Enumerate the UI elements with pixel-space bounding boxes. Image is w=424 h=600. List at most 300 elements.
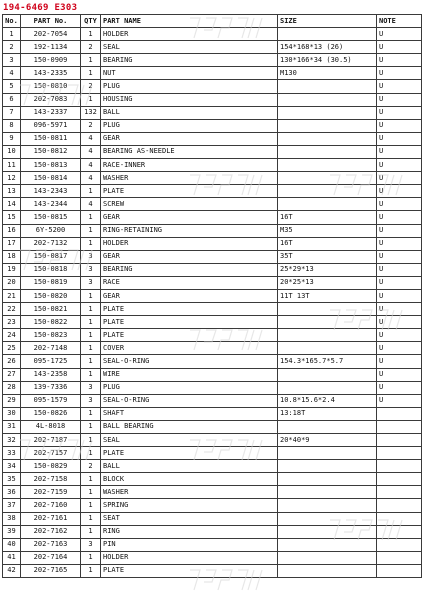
cell-no: 27: [3, 368, 21, 381]
cell-note: [377, 447, 422, 460]
cell-no: 16: [3, 224, 21, 237]
cell-no: 34: [3, 460, 21, 473]
cell-note: U: [377, 106, 422, 119]
cell-note: U: [377, 198, 422, 211]
cell-part-no: 143-2343: [21, 185, 81, 198]
cell-size: [278, 460, 377, 473]
cell-part-name: PLUG: [101, 80, 278, 93]
cell-no: 26: [3, 355, 21, 368]
cell-part-name: GEAR: [101, 211, 278, 224]
cell-qty: 4: [81, 198, 101, 211]
cell-part-no: 150-0823: [21, 329, 81, 342]
cell-part-name: PLATE: [101, 447, 278, 460]
cell-no: 20: [3, 276, 21, 289]
cell-no: 28: [3, 381, 21, 394]
cell-note: U: [377, 132, 422, 145]
cell-qty: 1: [81, 407, 101, 420]
cell-size: [278, 564, 377, 577]
cell-qty: 3: [81, 381, 101, 394]
cell-no: 23: [3, 316, 21, 329]
cell-qty: 1: [81, 499, 101, 512]
cell-note: U: [377, 276, 422, 289]
cell-qty: 4: [81, 159, 101, 172]
cell-note: [377, 551, 422, 564]
cell-part-name: PLATE: [101, 564, 278, 577]
cell-qty: 1: [81, 211, 101, 224]
cell-size: 25*29*13: [278, 263, 377, 276]
cell-note: [377, 407, 422, 420]
cell-qty: 1: [81, 342, 101, 355]
cell-size: [278, 106, 377, 119]
cell-note: U: [377, 263, 422, 276]
cell-part-name: SEAL-O-RING: [101, 394, 278, 407]
cell-part-name: RACE-INNER: [101, 159, 278, 172]
cell-part-name: SEAT: [101, 512, 278, 525]
cell-note: [377, 525, 422, 538]
cell-note: U: [377, 237, 422, 250]
cell-note: [377, 512, 422, 525]
cell-qty: 1: [81, 551, 101, 564]
cell-no: 22: [3, 303, 21, 316]
cell-size: 35T: [278, 250, 377, 263]
cell-part-name: HOLDER: [101, 237, 278, 250]
cell-part-name: WASHER: [101, 172, 278, 185]
table-row: [3, 368, 422, 381]
table-row: [3, 394, 422, 407]
cell-no: 12: [3, 172, 21, 185]
cell-part-name: PIN: [101, 538, 278, 551]
cell-note: [377, 486, 422, 499]
cell-part-name: BEARING AS-NEEDLE: [101, 145, 278, 158]
cell-note: U: [377, 172, 422, 185]
cell-note: U: [377, 28, 422, 41]
table-row: [3, 381, 422, 394]
cell-no: 2: [3, 41, 21, 54]
cell-qty: 3: [81, 250, 101, 263]
cell-part-no: 150-0817: [21, 250, 81, 263]
table-row: [3, 420, 422, 433]
cell-no: 14: [3, 198, 21, 211]
cell-part-name: PLATE: [101, 329, 278, 342]
cell-part-no: 150-0815: [21, 211, 81, 224]
cell-size: [278, 447, 377, 460]
table-row: [3, 93, 422, 106]
cell-qty: 2: [81, 41, 101, 54]
table-row: [3, 525, 422, 538]
cell-part-name: NUT: [101, 67, 278, 80]
cell-note: U: [377, 145, 422, 158]
cell-size: [278, 342, 377, 355]
table-row: [3, 512, 422, 525]
header-size: SIZE: [278, 15, 377, 28]
cell-no: 19: [3, 263, 21, 276]
cell-part-no: 150-0909: [21, 54, 81, 67]
cell-part-no: 150-0822: [21, 316, 81, 329]
cell-size: 20*25*13: [278, 276, 377, 289]
cell-size: [278, 172, 377, 185]
cell-part-name: PLUG: [101, 119, 278, 132]
cell-note: U: [377, 342, 422, 355]
cell-part-no: 095-1725: [21, 355, 81, 368]
cell-qty: 1: [81, 93, 101, 106]
cell-no: 42: [3, 564, 21, 577]
cell-no: 18: [3, 250, 21, 263]
table-row: [3, 460, 422, 473]
header-part-name: PART NAME: [101, 15, 278, 28]
cell-no: 9: [3, 132, 21, 145]
cell-qty: 132: [81, 106, 101, 119]
cell-part-no: 202-7160: [21, 499, 81, 512]
cell-no: 5: [3, 80, 21, 93]
cell-part-no: 143-2335: [21, 67, 81, 80]
cell-qty: 1: [81, 512, 101, 525]
cell-size: [278, 132, 377, 145]
cell-no: 1: [3, 28, 21, 41]
table-row: [3, 28, 422, 41]
cell-qty: 4: [81, 172, 101, 185]
cell-part-no: 202-7159: [21, 486, 81, 499]
cell-size: [278, 145, 377, 158]
cell-note: U: [377, 224, 422, 237]
cell-size: 16T: [278, 211, 377, 224]
table-row: [3, 303, 422, 316]
cell-qty: 1: [81, 486, 101, 499]
cell-part-no: 202-7164: [21, 551, 81, 564]
cell-part-name: SCREW: [101, 198, 278, 211]
cell-no: 38: [3, 512, 21, 525]
cell-note: [377, 564, 422, 577]
cell-no: 39: [3, 525, 21, 538]
table-row: [3, 276, 422, 289]
table-row: [3, 564, 422, 577]
cell-no: 33: [3, 447, 21, 460]
cell-note: U: [377, 368, 422, 381]
cell-qty: 1: [81, 473, 101, 486]
cell-note: U: [377, 289, 422, 302]
cell-no: 29: [3, 394, 21, 407]
cell-no: 8: [3, 119, 21, 132]
cell-note: U: [377, 67, 422, 80]
cell-part-no: 202-7162: [21, 525, 81, 538]
cell-qty: 1: [81, 564, 101, 577]
cell-no: 17: [3, 237, 21, 250]
header-row: [3, 15, 422, 28]
cell-part-name: SPRING: [101, 499, 278, 512]
cell-size: [278, 499, 377, 512]
table-row: [3, 316, 422, 329]
table-row: [3, 119, 422, 132]
cell-part-no: 202-7083: [21, 93, 81, 106]
cell-size: [278, 525, 377, 538]
cell-size: [278, 28, 377, 41]
cell-qty: 2: [81, 119, 101, 132]
cell-note: U: [377, 303, 422, 316]
cell-part-name: COVER: [101, 342, 278, 355]
cell-size: 154.3*165.7*5.7: [278, 355, 377, 368]
cell-qty: 1: [81, 316, 101, 329]
header-part-no: PART No.: [21, 15, 81, 28]
cell-part-no: 202-7157: [21, 447, 81, 460]
document-title: 194-6469 E303: [3, 3, 78, 13]
cell-qty: 1: [81, 303, 101, 316]
cell-no: 6: [3, 93, 21, 106]
cell-part-no: 143-2344: [21, 198, 81, 211]
cell-no: 32: [3, 434, 21, 447]
cell-note: U: [377, 316, 422, 329]
cell-part-no: 150-0818: [21, 263, 81, 276]
cell-part-name: WASHER: [101, 486, 278, 499]
cell-size: [278, 159, 377, 172]
cell-part-no: 143-2337: [21, 106, 81, 119]
cell-part-name: PLUG: [101, 381, 278, 394]
cell-part-no: 202-7187: [21, 434, 81, 447]
cell-note: [377, 434, 422, 447]
cell-part-no: 150-0812: [21, 145, 81, 158]
cell-no: 4: [3, 67, 21, 80]
cell-no: 30: [3, 407, 21, 420]
cell-no: 25: [3, 342, 21, 355]
table-row: [3, 106, 422, 119]
cell-part-name: PLATE: [101, 316, 278, 329]
table-row: [3, 329, 422, 342]
cell-part-name: SEAL: [101, 434, 278, 447]
cell-qty: 1: [81, 28, 101, 41]
table-row: [3, 80, 422, 93]
cell-part-name: HOLDER: [101, 28, 278, 41]
cell-part-name: SEAL: [101, 41, 278, 54]
cell-no: 11: [3, 159, 21, 172]
cell-size: 13:18T: [278, 407, 377, 420]
cell-qty: 1: [81, 329, 101, 342]
cell-note: U: [377, 54, 422, 67]
cell-qty: 1: [81, 368, 101, 381]
cell-part-name: GEAR: [101, 132, 278, 145]
header-no: No.: [3, 15, 21, 28]
cell-qty: 2: [81, 80, 101, 93]
table-row: [3, 67, 422, 80]
cell-qty: 3: [81, 394, 101, 407]
cell-part-no: 143-2358: [21, 368, 81, 381]
cell-part-no: 192-1134: [21, 41, 81, 54]
cell-size: [278, 473, 377, 486]
cell-size: [278, 381, 377, 394]
cell-part-name: BEARING: [101, 263, 278, 276]
table-row: [3, 263, 422, 276]
cell-qty: 1: [81, 237, 101, 250]
cell-note: U: [377, 355, 422, 368]
cell-part-name: WIRE: [101, 368, 278, 381]
cell-qty: 1: [81, 289, 101, 302]
cell-size: [278, 329, 377, 342]
cell-no: 21: [3, 289, 21, 302]
cell-note: U: [377, 329, 422, 342]
cell-part-name: GEAR: [101, 289, 278, 302]
cell-part-no: 202-7158: [21, 473, 81, 486]
cell-qty: 1: [81, 434, 101, 447]
cell-part-no: 150-0810: [21, 80, 81, 93]
table-row: [3, 132, 422, 145]
cell-note: U: [377, 93, 422, 106]
cell-part-name: PLATE: [101, 185, 278, 198]
cell-qty: 2: [81, 460, 101, 473]
cell-part-name: BLOCK: [101, 473, 278, 486]
cell-part-no: 150-0821: [21, 303, 81, 316]
table-row: [3, 211, 422, 224]
cell-size: [278, 80, 377, 93]
cell-note: U: [377, 159, 422, 172]
cell-size: [278, 486, 377, 499]
cell-part-no: 202-7165: [21, 564, 81, 577]
cell-qty: 1: [81, 447, 101, 460]
cell-part-no: 150-0826: [21, 407, 81, 420]
cell-part-no: 6Y-5200: [21, 224, 81, 237]
header-qty: QTY: [81, 15, 101, 28]
cell-part-no: 4L-8018: [21, 420, 81, 433]
cell-part-no: 150-0819: [21, 276, 81, 289]
cell-part-no: 150-0814: [21, 172, 81, 185]
cell-no: 40: [3, 538, 21, 551]
table-row: [3, 237, 422, 250]
cell-size: [278, 420, 377, 433]
cell-size: M35: [278, 224, 377, 237]
cell-part-name: GEAR: [101, 250, 278, 263]
cell-note: U: [377, 394, 422, 407]
cell-qty: 4: [81, 132, 101, 145]
cell-no: 3: [3, 54, 21, 67]
cell-part-no: 202-7163: [21, 538, 81, 551]
cell-part-name: RACE: [101, 276, 278, 289]
cell-part-no: 202-7132: [21, 237, 81, 250]
cell-size: 20*40*9: [278, 434, 377, 447]
table-row: [3, 447, 422, 460]
cell-qty: 1: [81, 525, 101, 538]
cell-no: 24: [3, 329, 21, 342]
cell-size: [278, 119, 377, 132]
cell-qty: 4: [81, 145, 101, 158]
cell-note: [377, 499, 422, 512]
cell-size: [278, 368, 377, 381]
cell-part-no: 202-7161: [21, 512, 81, 525]
cell-note: U: [377, 185, 422, 198]
cell-part-name: SHAFT: [101, 407, 278, 420]
cell-note: U: [377, 250, 422, 263]
cell-no: 37: [3, 499, 21, 512]
cell-qty: 3: [81, 276, 101, 289]
table-row: [3, 41, 422, 54]
cell-no: 7: [3, 106, 21, 119]
cell-qty: 1: [81, 224, 101, 237]
cell-part-no: 202-7148: [21, 342, 81, 355]
cell-size: [278, 198, 377, 211]
table-row: [3, 407, 422, 420]
table-row: [3, 224, 422, 237]
cell-size: 10.8*15.6*2.4: [278, 394, 377, 407]
cell-note: U: [377, 211, 422, 224]
cell-part-name: HOLDER: [101, 551, 278, 564]
cell-size: 11T 13T: [278, 289, 377, 302]
cell-size: [278, 538, 377, 551]
table-row: [3, 486, 422, 499]
cell-note: U: [377, 80, 422, 93]
cell-part-no: 150-0829: [21, 460, 81, 473]
table-row: [3, 473, 422, 486]
table-row: [3, 159, 422, 172]
table-row: [3, 145, 422, 158]
cell-size: [278, 185, 377, 198]
cell-qty: 3: [81, 538, 101, 551]
table-row: [3, 172, 422, 185]
cell-part-no: 095-1579: [21, 394, 81, 407]
cell-part-name: BEARING: [101, 54, 278, 67]
cell-note: [377, 538, 422, 551]
cell-no: 35: [3, 473, 21, 486]
cell-size: [278, 551, 377, 564]
cell-part-no: 096-5971: [21, 119, 81, 132]
cell-qty: 3: [81, 263, 101, 276]
table-row: [3, 355, 422, 368]
table-row: [3, 185, 422, 198]
cell-qty: 1: [81, 67, 101, 80]
cell-note: [377, 420, 422, 433]
cell-qty: 1: [81, 355, 101, 368]
cell-note: [377, 473, 422, 486]
cell-size: [278, 93, 377, 106]
cell-qty: 1: [81, 185, 101, 198]
cell-no: 10: [3, 145, 21, 158]
cell-no: 41: [3, 551, 21, 564]
table-row: [3, 499, 422, 512]
cell-part-no: 150-0811: [21, 132, 81, 145]
cell-size: [278, 316, 377, 329]
header-note: NOTE: [377, 15, 422, 28]
cell-note: [377, 460, 422, 473]
table-row: [3, 250, 422, 263]
table-row: [3, 289, 422, 302]
cell-part-no: 139-7336: [21, 381, 81, 394]
cell-no: 13: [3, 185, 21, 198]
cell-part-name: HOUSING: [101, 93, 278, 106]
cell-size: 16T: [278, 237, 377, 250]
parts-table: [2, 14, 422, 578]
table-row: [3, 551, 422, 564]
cell-no: 31: [3, 420, 21, 433]
cell-size: [278, 512, 377, 525]
cell-note: U: [377, 41, 422, 54]
cell-size: M130: [278, 67, 377, 80]
cell-part-no: 150-0813: [21, 159, 81, 172]
cell-part-name: BALL: [101, 460, 278, 473]
cell-size: 130*166*34 (30.5): [278, 54, 377, 67]
cell-no: 15: [3, 211, 21, 224]
cell-size: [278, 303, 377, 316]
cell-size: 154*168*13 (26): [278, 41, 377, 54]
cell-part-name: PLATE: [101, 303, 278, 316]
cell-note: U: [377, 381, 422, 394]
cell-qty: 1: [81, 54, 101, 67]
table-row: [3, 538, 422, 551]
table-row: [3, 434, 422, 447]
cell-no: 36: [3, 486, 21, 499]
cell-part-name: BALL BEARING: [101, 420, 278, 433]
cell-part-name: BALL: [101, 106, 278, 119]
cell-qty: 1: [81, 420, 101, 433]
table-row: [3, 342, 422, 355]
table-row: [3, 198, 422, 211]
cell-part-name: RING-RETAINING: [101, 224, 278, 237]
table-row: [3, 54, 422, 67]
cell-part-no: 202-7054: [21, 28, 81, 41]
cell-part-no: 150-0820: [21, 289, 81, 302]
